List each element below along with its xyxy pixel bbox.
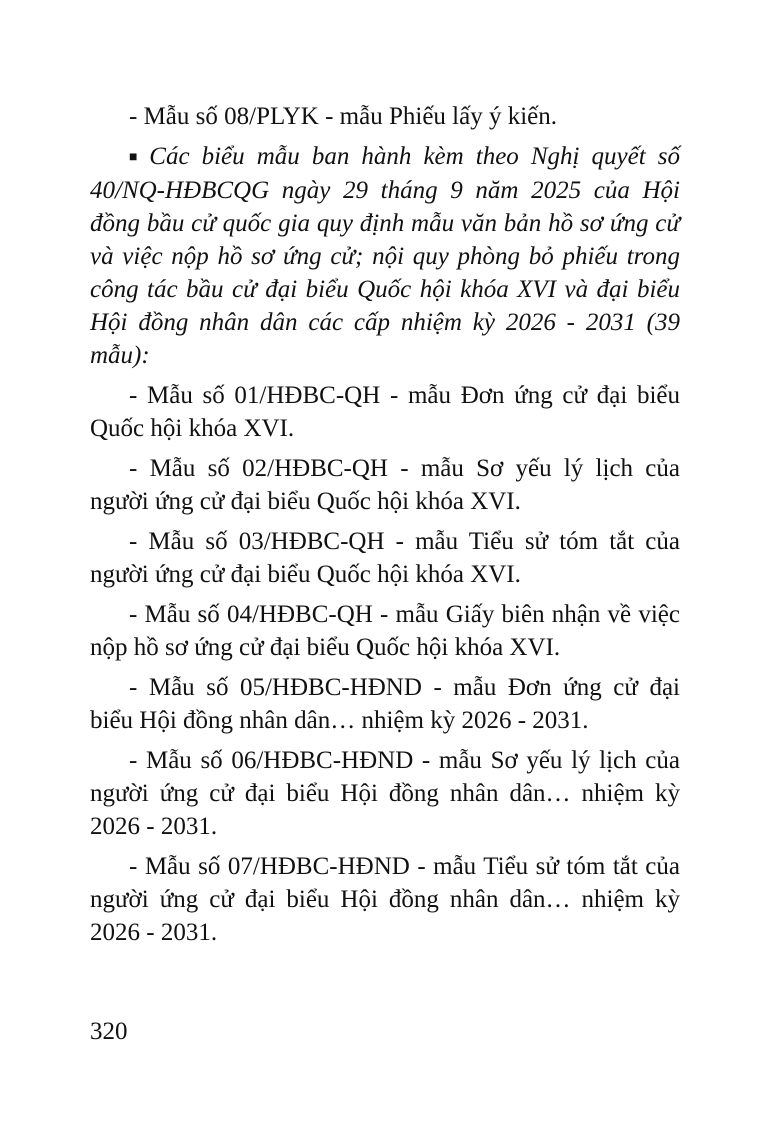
list-item: - Mẫu số 05/HĐBC-HĐND - mẫu Đơn ứng cử đại biểu Hội đồng nhân dân… nhiệm kỳ 2026 - 2031. [90,674,680,734]
list-item: - Mẫu số 06/HĐBC-HĐND - mẫu Sơ yếu lý lịch của người ứng cử đại biểu Hội đồng nhân dân… nhiệm kỳ 2026 - 2031. [90,747,680,840]
list-item: - Mẫu số 02/HĐBC-QH - mẫu Sơ yếu lý lịch của người ứng cử đại biểu Quốc hội khóa XVI. [90,455,680,515]
page-content [90,100,680,956]
list-item: - Mẫu số 08/PLYK - mẫu Phiếu lấy ý kiến. [129,103,558,130]
list-item: - Mẫu số 01/HĐBC-QH - mẫu Đơn ứng cử đại biểu Quốc hội khóa XVI. [90,382,680,442]
list-item: - Mẫu số 04/HĐBC-QH - mẫu Giấy biên nhận về việc nộp hồ sơ ứng cử đại biểu Quốc hội khóa XVI. [90,601,680,661]
section-heading-text: Các biểu mẫu ban hành kèm theo Nghị quyết số 40/NQ-HĐBCQG ngày 29 tháng 9 năm 2025 của Hội đồng bầu cử quốc gia quy định mẫu văn bản hồ sơ ứng cử và việc nộp hồ sơ ứng cử; nội quy phòng bỏ phiếu trong công tác bầu cử đại biểu Quốc hội khóa XVI và đại biểu Hội đồng nhân dân các cấp nhiệm kỳ 2026 - 2031 (39 mẫu): [90,143,680,369]
list-item: - Mẫu số 03/HĐBC-QH - mẫu Tiểu sử tóm tắt của người ứng cử đại biểu Quốc hội khóa XVI. [90,528,680,588]
square-bullet-icon: ■ [129,150,144,165]
list-item: - Mẫu số 07/HĐBC-HĐND - mẫu Tiểu sử tóm tắt của người ứng cử đại biểu Hội đồng nhân dân… nhiệm kỳ 2026 - 2031. [90,853,680,946]
section-heading [90,140,680,372]
page-number: 320 [90,1018,128,1045]
